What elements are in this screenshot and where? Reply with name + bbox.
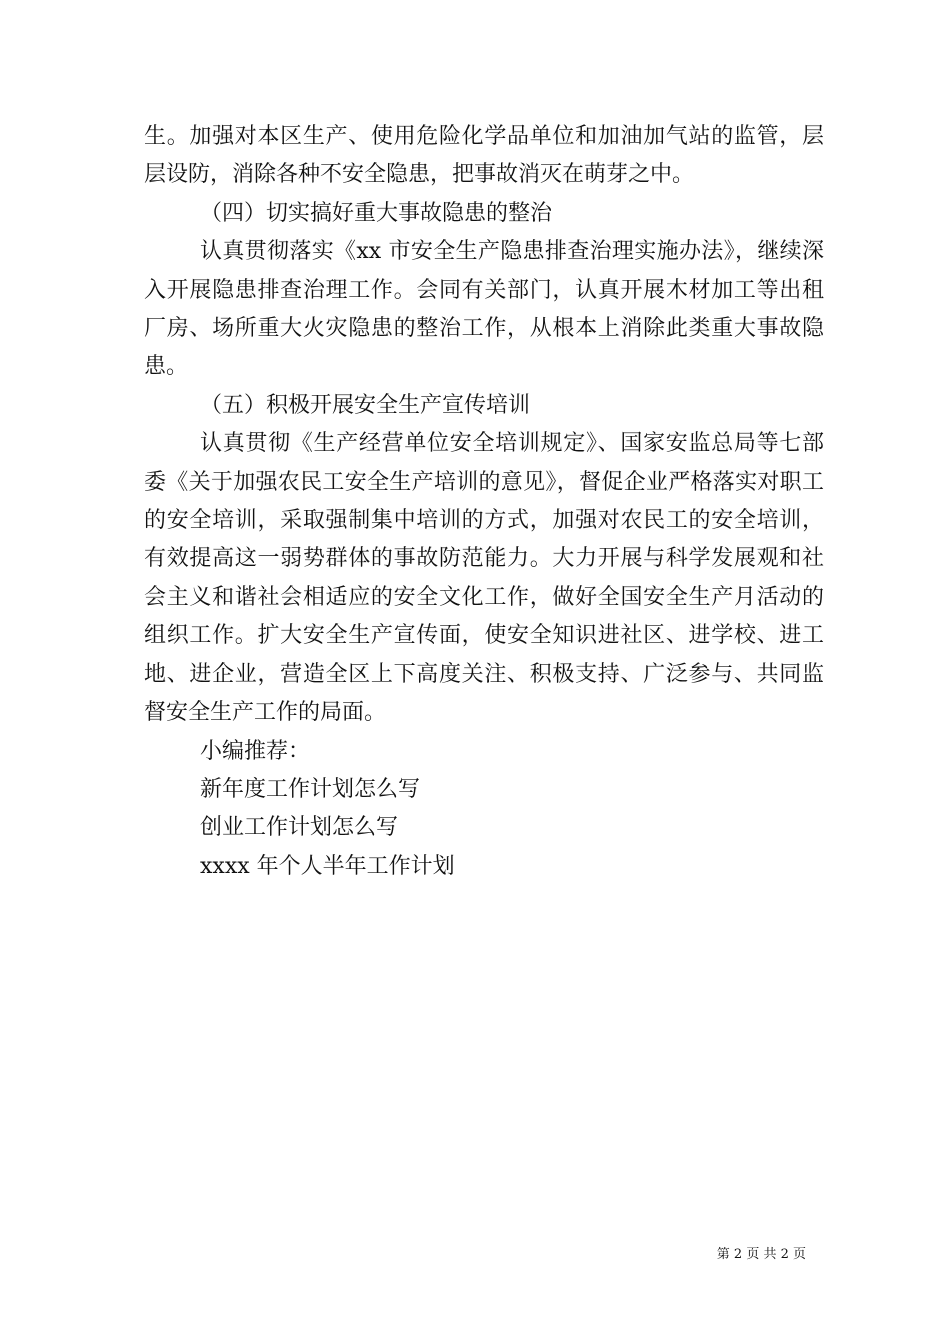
document-body <box>144 118 824 886</box>
paragraph-continuation: 生。加强对本区生产、使用危险化学品单位和加油加气站的监管，层层设防，消除各种不安全隐患，把事故消灭在萌芽之中。 <box>144 124 824 188</box>
recommend-link-new-year-plan[interactable]: 新年度工作计划怎么写 <box>200 776 421 802</box>
recommend-link-startup-plan[interactable]: 创业工作计划怎么写 <box>200 815 399 841</box>
paragraph-safety-training: 认真贯彻《生产经营单位安全培训规定》、国家安监总局等七部委《关于加强农民工安全生产培训的意见》，督促企业严格落实对职工的安全培训，采取强制集中培训的方式，加强对农民工的安全培训，有效提高这一弱势群体的事故防范能力。大力开展与科学发展观和社会主义和谐社会相适应的安全文化工作，做好全国安全生产月活动的组织工作。扩大安全生产宣传面，使安全知识进社区、进学校、进工地、进企业，营造全区上下高度关注、积极支持、广泛参与、共同监督安全生产工作的局面。 <box>144 431 824 726</box>
paragraph-hazard-rectification: 认真贯彻落实《xx 市安全生产隐患排查治理实施办法》，继续深入开展隐患排查治理工作。会同有关部门，认真开展木材加工等出租厂房、场所重大火灾隐患的整治工作，从根本上消除此类重大事故隐患。 <box>144 239 824 380</box>
recommend-label: 小编推荐： <box>200 738 311 764</box>
section-heading-5: （五）积极开展安全生产宣传培训 <box>200 392 531 418</box>
recommend-link-half-year-plan[interactable]: xxxx 年个人半年工作计划 <box>200 853 455 879</box>
page-number-footer: 第 2 页 共 2 页 <box>716 1247 806 1262</box>
section-heading-4: （四）切实搞好重大事故隐患的整治 <box>200 200 553 226</box>
